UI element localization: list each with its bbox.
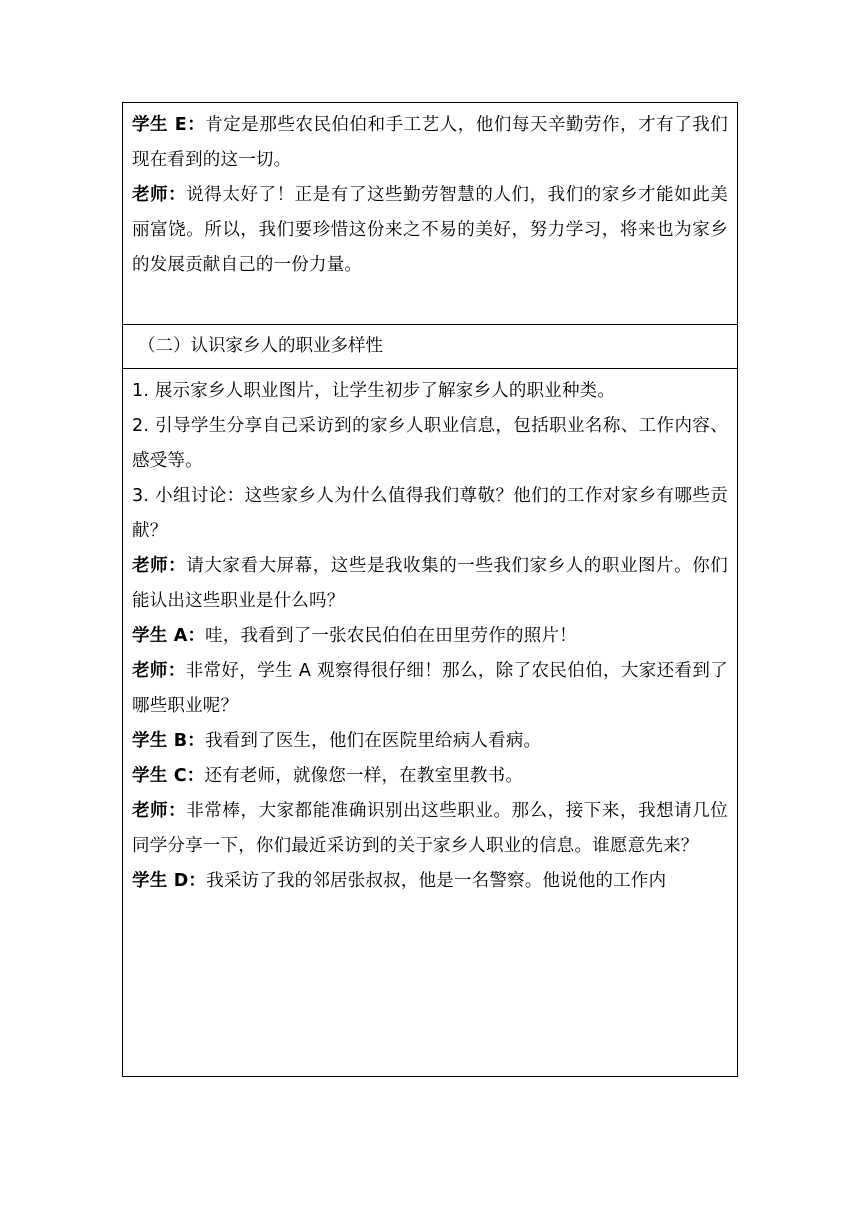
dialogue-cell [123, 103, 738, 325]
speaker-label: 老师 [132, 185, 169, 205]
lesson-plan-table [122, 102, 738, 1077]
section-heading: （二）认识家乡人的职业多样性 [138, 336, 383, 356]
table-row [123, 369, 738, 1077]
line-text: 非常好，学生 A 观察得很仔细！那么，除了农民伯伯，大家还看到了哪些职业呢？ [132, 661, 729, 716]
speaker-label: 老师 [132, 801, 169, 821]
line-text: 非常棒，大家都能准确识别出这些职业。那么，接下来，我想请几位同学分享一下，你们最近采访到的关于家乡人职业的信息。谁愿意先来？ [132, 801, 729, 856]
speaker-label: 学生 E [132, 115, 187, 135]
step-item [132, 409, 728, 479]
speaker-label: 学生 C [132, 766, 187, 786]
speaker-label: 老师 [132, 556, 169, 576]
line-text: 我采访了我的邻居张叔叔，他是一名警察。他说他的工作内 [206, 871, 667, 891]
dialogue-line: 老师：请大家看大屏幕，这些是我收集的一些我们家乡人的职业图片。你们能认出这些职业是什么吗？ [132, 556, 729, 611]
speaker-label: 老师 [132, 661, 168, 681]
line-text: 我看到了医生，他们在医院里给病人看病。 [204, 731, 542, 751]
speaker-label: 学生 A [132, 626, 188, 646]
line-text: 1. 展示家乡人职业图片，让学生初步了解家乡人的职业种类。 [132, 381, 616, 401]
dialogue-line: 老师：非常棒，大家都能准确识别出这些职业。那么，接下来，我想请几位同学分享一下，你们最近采访到的关于家乡人职业的信息。谁愿意先来？ [132, 801, 729, 856]
line-text: 肯定是那些农民伯伯和手工艺人，他们每天辛勤劳作，才有了我们现在看到的这一切。 [132, 115, 728, 170]
dialogue-line: 学生 B：我看到了医生，他们在医院里给病人看病。 [132, 731, 542, 751]
speaker-label: 学生 D [132, 871, 189, 891]
dialogue-line: 学生 D：我采访了我的邻居张叔叔，他是一名警察。他说他的工作内 [132, 871, 667, 891]
line-text: 2. 引导学生分享自己采访到的家乡人职业信息，包括职业名称、工作内容、感受等。 [132, 416, 728, 471]
dialogue-line: 学生 C：还有老师，就像您一样，在教室里教书。 [132, 766, 524, 786]
step-item [132, 479, 728, 549]
dialogue-line: 老师：说得太好了！正是有了这些勤劳智慧的人们，我们的家乡才能如此美丽富饶。所以，我们要珍惜这份来之不易的美好，努力学习，将来也为家乡的发展贡献自己的一份力量。 [132, 185, 729, 275]
line-text: 请大家看大屏幕，这些是我收集的一些我们家乡人的职业图片。你们能认出这些职业是什么吗？ [132, 556, 729, 611]
line-text: 哇，我看到了一张农民伯伯在田里劳作的照片！ [205, 626, 577, 646]
dialogue-line: 学生 E：肯定是那些农民伯伯和手工艺人，他们每天辛勤劳作，才有了我们现在看到的这一切。 [132, 115, 728, 170]
table-row [123, 103, 738, 325]
table-row [123, 325, 738, 369]
dialogue-line: 学生 A：哇，我看到了一张农民伯伯在田里劳作的照片！ [132, 626, 577, 646]
speaker-label: 学生 B [132, 731, 188, 751]
line-text: 3. 小组讨论：这些家乡人为什么值得我们尊敬？他们的工作对家乡有哪些贡献？ [132, 486, 728, 541]
line-text: 说得太好了！正是有了这些勤劳智慧的人们，我们的家乡才能如此美丽富饶。所以，我们要珍惜这份来之不易的美好，努力学习，将来也为家乡的发展贡献自己的一份力量。 [132, 185, 729, 275]
activity-cell [123, 369, 738, 1077]
step-item [132, 374, 728, 409]
dialogue-line: 老师：非常好，学生 A 观察得很仔细！那么，除了农民伯伯，大家还看到了哪些职业呢？ [132, 661, 729, 716]
line-text: 还有老师，就像您一样，在教室里教书。 [204, 766, 524, 786]
section-heading-cell [123, 325, 738, 369]
